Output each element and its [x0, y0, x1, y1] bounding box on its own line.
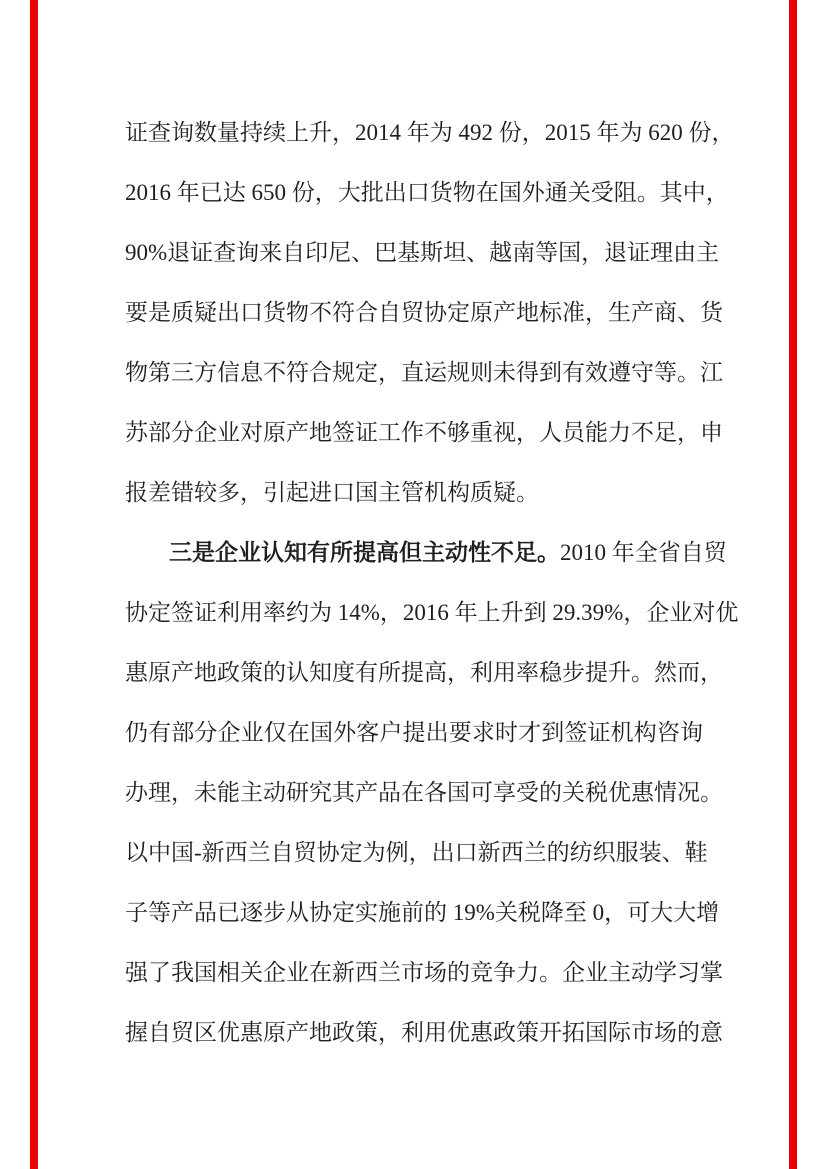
left-red-bar — [30, 0, 38, 1169]
text-line — [125, 403, 723, 463]
document-text-block — [125, 103, 739, 1063]
text-line — [125, 463, 703, 523]
text-line — [125, 163, 729, 223]
text-line — [125, 883, 720, 943]
text-line — [125, 943, 723, 1003]
right-red-bar — [789, 0, 797, 1169]
text-line-content: 协定签证利用率约为 14%，2016 年上升到 29.39%，企业对优 — [125, 600, 739, 625]
text-line-content: 90%退证查询来自印尼、巴基斯坦、越南等国，退证理由主 — [125, 240, 720, 265]
text-line — [125, 103, 735, 163]
text-line-content: 仍有部分企业仅在国外客户提出要求时才到签证机构咨询 — [125, 720, 703, 745]
text-line — [125, 223, 720, 283]
paragraph-lead-bold: 三是企业认知有所提高但主动性不足。 — [169, 540, 560, 565]
text-line-content: 强了我国相关企业在新西兰市场的竞争力。企业主动学习掌 — [125, 960, 723, 985]
text-line-content: 子等产品已逐步从协定实施前的 19%关税降至 0，可大大增 — [125, 900, 720, 925]
text-line-content: 证查询数量持续上升，2014 年为 492 份，2015 年为 620 份， — [125, 120, 735, 145]
text-line — [125, 523, 727, 583]
text-line-content: 握自贸区优惠原产地政策，利用优惠政策开拓国际市场的意 — [125, 1020, 723, 1045]
text-line — [125, 763, 723, 823]
text-line-content: 以中国-新西兰自贸协定为例，出口新西兰的纺织服装、鞋 — [125, 840, 708, 865]
text-line — [125, 823, 708, 883]
text-line — [125, 283, 723, 343]
text-line-content: 2016 年已达 650 份，大批出口货物在国外通关受阻。其中， — [125, 180, 729, 205]
text-line-content: 苏部分企业对原产地签证工作不够重视，人员能力不足，申 — [125, 420, 723, 445]
text-line — [125, 703, 703, 763]
text-line — [125, 583, 739, 643]
text-line-content: 惠原产地政策的认知度有所提高，利用率稳步提升。然而， — [125, 660, 723, 685]
text-line-content: 2010 年全省自贸 — [560, 540, 727, 565]
text-line — [125, 643, 723, 703]
text-line — [125, 343, 723, 403]
text-line-content: 办理，未能主动研究其产品在各国可享受的关税优惠情况。 — [125, 780, 723, 805]
text-line — [125, 1003, 723, 1063]
text-line-content: 要是质疑出口货物不符合自贸协定原产地标准，生产商、货 — [125, 300, 723, 325]
text-line-content: 报差错较多，引起进口国主管机构质疑。 — [125, 480, 539, 505]
text-line-content: 物第三方信息不符合规定，直运规则未得到有效遵守等。江 — [125, 360, 723, 385]
